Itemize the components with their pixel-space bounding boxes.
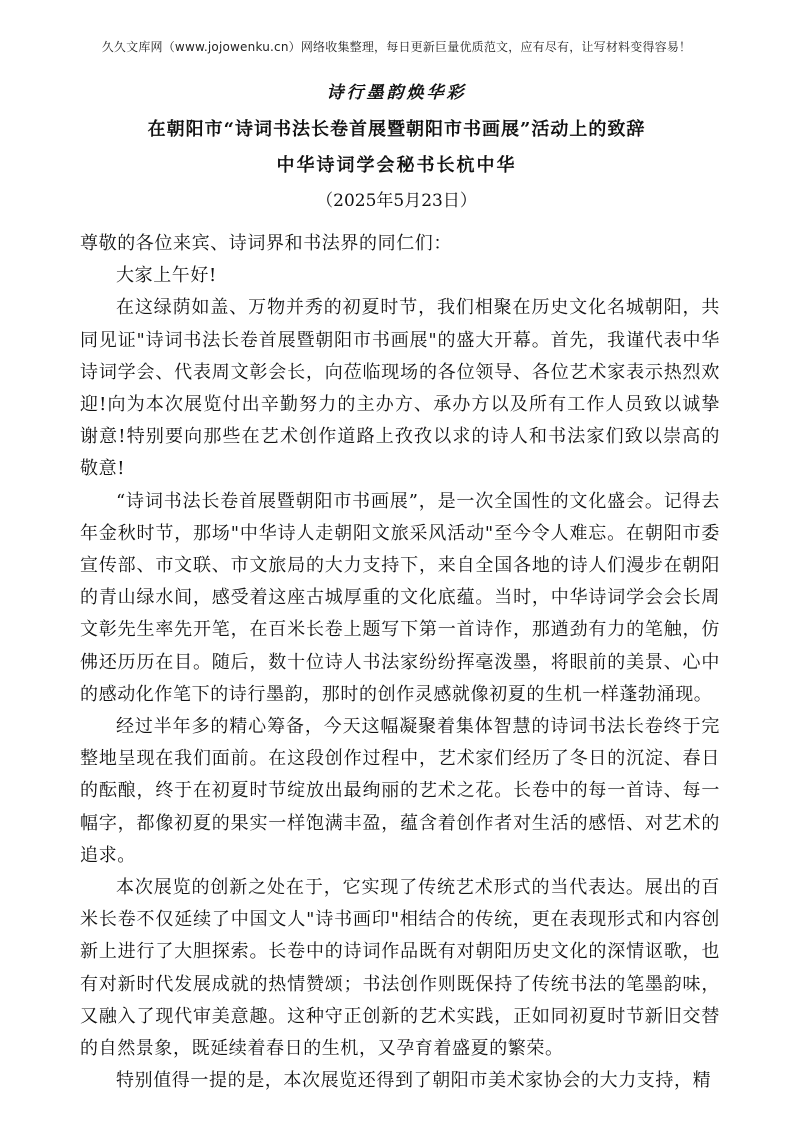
paragraph-2: “诗词书法长卷首展暨朝阳市书画展”，是一次全国性的文化盛会。记得去年金秋时节，那场"中华诗人走朝阳文旅采风活动"至今令人难忘。在朝阳市委宣传部、市文联、市文旅局的大力支持下，来自全国各地的诗人们漫步在朝阳的青山绿水间，感受着这座古城厚重的文化底蕴。当时，中华诗词学会会长周文彰先生率先开笔，在百米长卷上题写下第一首诗作，那遒劲有力的笔触，仿佛还历历在目。随后，数十位诗人书法家纷纷挥毫泼墨，将眼前的美景、心中的感动化作笔下的诗行墨韵，那时的创作灵感就像初夏的生机一样蓬勃涌现。: [80, 490, 720, 705]
salutation: 尊敬的各位来宾、诗词界和书法界的同仁们：: [80, 233, 452, 254]
speech-date: （2025年5月23日）: [316, 191, 477, 211]
greeting: 大家上午好!: [116, 265, 217, 287]
paragraph-3: 经过半年多的精心筹备，今天这幅凝聚着集体智慧的诗词书法长卷终于完整地呈现在我们面前。在这段创作过程中，艺术家们经历了冬日的沉淀、春日的酝酿，终于在初夏时节绽放出最绚丽的艺术之花。长卷中的每一首诗、每一幅字，都像初夏的果实一样饱满丰盈，蕴含着创作者对生活的感悟、对艺术的追求。: [80, 716, 720, 866]
speech-subtitle: 诗行墨韵焕华彩: [326, 83, 467, 103]
paragraph-1: 在这绿荫如盖、万物并秀的初夏时节，我们相聚在历史文化名城朝阳，共同见证"诗词书法长卷首展暨朝阳市书画展"的盛大开幕。首先，我谨代表中华诗词学会、代表周文彰会长，向莅临现场的各位领导、各位艺术家表示热烈欢迎!向为本次展览付出辛勤努力的主办方、承办方以及所有工作人员致以诚挚谢意!特别要向那些在艺术创作道路上孜孜以求的诗人和书法家们致以崇高的敬意!: [80, 297, 720, 480]
speech-author: 中华诗词学会秘书长杭中华: [276, 155, 517, 176]
speech-main-title: 在朝阳市“诗词书法长卷首展暨朝阳市书画展”活动上的致辞: [147, 119, 646, 140]
speech-body: [80, 228, 720, 1097]
title-block: [0, 78, 793, 216]
paragraph-5: 特别值得一提的是，本次展览还得到了朝阳市美术家协会的大力支持，精: [116, 1070, 712, 1092]
paragraph-4: 本次展览的创新之处在于，它实现了传统艺术形式的当代表达。展出的百米长卷不仅延续了中国文人"诗书画印"相结合的传统，更在表现形式和内容创新上进行了大胆探索。长卷中的诗词作品既有对朝阳历史文化的深情讴歌，也有对新时代发展成就的热情赞颂；书法创作则既保持了传统书法的笔墨韵味，又融入了现代审美意趣。这种守正创新的艺术实践，正如同初夏时节新旧交替的自然景象，既延续着春日的生机，又孕育着盛夏的繁荣。: [80, 877, 720, 1060]
source-header-note: 久久文库网（www.jojowenku.cn）网络收集整理，每日更新巨量优质范文，应有尽有，让写材料变得容易！: [101, 40, 692, 54]
